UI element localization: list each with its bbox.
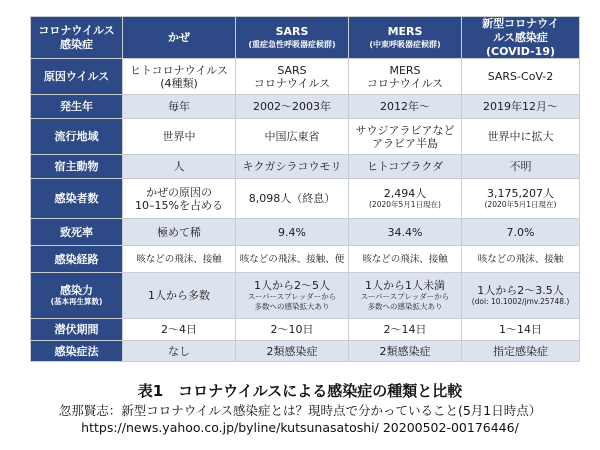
cell-value: 2〜14日	[383, 323, 427, 336]
table-cell	[349, 95, 462, 119]
row-label	[31, 59, 123, 95]
table-cell	[123, 155, 236, 179]
table-cell	[462, 95, 580, 119]
header-subtitle: (重症急性呼吸器症候群)	[248, 40, 336, 49]
table-cell	[462, 59, 580, 95]
row-label	[31, 155, 123, 179]
header-subtitle: (COVID-19)	[486, 45, 555, 58]
table-cell	[236, 119, 349, 155]
header-col-sars	[236, 17, 349, 59]
row-label-text: 感染力	[60, 284, 93, 297]
header-col-mers	[349, 17, 462, 59]
cell-value: ヒトコロナウイルス (4種類)	[130, 63, 228, 90]
cell-value: 2012年〜	[380, 100, 430, 113]
cell-value: 1人から多数	[148, 289, 210, 302]
table-row	[31, 341, 580, 362]
table-row	[31, 273, 580, 319]
cell-value: 8,098人（終息）	[248, 192, 336, 205]
table-cell	[123, 95, 236, 119]
row-label	[31, 246, 123, 273]
table-cell	[236, 273, 349, 319]
cell-value: 毎年	[168, 100, 190, 113]
row-label-text: 感染症法	[54, 344, 99, 358]
cell-value: 2019年12月〜	[483, 100, 558, 113]
table-cell	[462, 155, 580, 179]
cell-value: かぜの原因の 10–15%を占める	[135, 185, 223, 212]
table-cell	[236, 219, 349, 246]
cell-value: 9.4%	[278, 225, 306, 239]
table-cell	[349, 155, 462, 179]
row-label-text: 潜伏期間	[54, 323, 99, 336]
cell-value: サウジアラビアなど アラビア半島	[355, 123, 455, 150]
header-col-covid19	[462, 17, 580, 59]
cell-value: 中国広東省	[264, 130, 320, 143]
table-cell	[349, 273, 462, 319]
table-caption-title: 表1 コロナウイルスによる感染症の種類と比較	[137, 382, 463, 400]
table-row	[31, 319, 580, 341]
cell-value: 2類感染症	[266, 344, 318, 358]
table-body	[31, 59, 580, 362]
cell-note: (2020年5月1日現在)	[484, 200, 557, 209]
row-label	[31, 319, 123, 341]
header-title: MERS	[387, 25, 423, 38]
cell-value: 3,175,207人	[487, 187, 554, 200]
cell-note: (2020年5月1日現在)	[369, 200, 441, 209]
cell-value: ヒトコブラクダ	[366, 160, 444, 173]
table-cell	[236, 341, 349, 362]
table-row	[31, 95, 580, 119]
cell-note: スーパースプレッダーから 多数への感染拡大あり	[360, 292, 450, 311]
table-cell	[462, 273, 580, 319]
row-label	[31, 95, 123, 119]
coronavirus-comparison-table	[30, 16, 580, 362]
cell-value: 34.4%	[387, 225, 423, 239]
table-cell	[349, 179, 462, 219]
header-title: 新型コロナウイルス感染症	[482, 17, 559, 44]
table-cell	[236, 59, 349, 95]
cell-value: 2002〜2003年	[253, 100, 331, 113]
table-row	[31, 219, 580, 246]
table-cell	[349, 219, 462, 246]
cell-value: 2〜10日	[270, 323, 314, 336]
table-cell	[236, 246, 349, 273]
row-label	[31, 119, 123, 155]
cell-value: MERS コロナウイルス	[366, 63, 444, 90]
table-cell	[349, 319, 462, 341]
table-cell	[123, 273, 236, 319]
cell-value: 2類感染症	[379, 344, 431, 358]
cell-value: 世界中	[162, 130, 196, 143]
table-row	[31, 155, 580, 179]
table-cell	[123, 319, 236, 341]
table-cell	[349, 59, 462, 95]
row-label-text: 原因ウイルス	[43, 70, 110, 83]
cell-value: 咳などの飛沫、接触、便	[239, 253, 345, 265]
table-cell	[462, 179, 580, 219]
table-cell	[462, 246, 580, 273]
cell-note: スーパースプレッダーから 多数への感染拡大あり	[247, 292, 337, 311]
comparison-table-container	[30, 16, 579, 362]
row-label-text: 感染者数	[54, 192, 99, 205]
cell-value: SARS コロナウイルス	[253, 63, 331, 90]
row-label-text: 感染経路	[54, 252, 99, 266]
row-label	[31, 273, 123, 319]
table-cell	[236, 155, 349, 179]
cell-value: 世界中に拡大	[487, 130, 554, 143]
cell-value: 咳などの飛沫、接触	[362, 253, 448, 265]
cell-value: 極めて稀	[157, 225, 201, 239]
table-cell	[236, 95, 349, 119]
cell-value: 2,494人	[383, 187, 427, 200]
table-cell	[349, 341, 462, 362]
cell-value: なし	[168, 344, 190, 358]
cell-value: 1人から2〜5人	[254, 279, 330, 292]
header-title: SARS	[275, 25, 309, 38]
cell-value: 指定感染症	[493, 344, 548, 358]
table-cell	[462, 341, 580, 362]
cell-value: 1人から1人未満	[365, 279, 445, 292]
header-col-cold	[123, 17, 236, 59]
row-label	[31, 179, 123, 219]
table-row	[31, 59, 580, 95]
table-cell	[236, 319, 349, 341]
cell-value: 咳などの飛沫、接触	[136, 253, 222, 265]
table-cell	[123, 341, 236, 362]
table-cell	[462, 319, 580, 341]
table-row	[31, 246, 580, 273]
corner-line-1: コロナウイルス	[38, 23, 115, 37]
table-cell	[123, 179, 236, 219]
cell-note: (doi: 10.1002/jmv.25748.)	[471, 297, 570, 306]
row-label-text: 発生年	[60, 100, 93, 113]
cell-value: 2〜4日	[161, 323, 197, 336]
table-cell	[236, 179, 349, 219]
table-cell	[349, 119, 462, 155]
cell-value: 人	[173, 160, 185, 173]
header-title: かぜ	[168, 30, 190, 44]
cell-value: 咳などの飛沫、接触	[477, 253, 564, 265]
row-label-text: 宿主動物	[54, 160, 99, 173]
table-cell	[123, 119, 236, 155]
row-label-text: 流行地域	[54, 130, 99, 143]
table-header-row	[31, 17, 580, 59]
table-cell	[462, 119, 580, 155]
header-corner	[31, 17, 123, 59]
corner-line-2: 感染症	[60, 37, 93, 51]
row-label-subtext: (基本再生算数)	[50, 297, 103, 306]
table-row	[31, 119, 580, 155]
cell-value: キクガシラコウモリ	[242, 160, 342, 173]
table-caption-url: https://news.yahoo.co.jp/byline/kutsunasatoshi/ 20200502-00176446/	[81, 420, 519, 435]
table-caption-source: 忽那賢志：新型コロナウイルス感染症とは？現時点で分かっていること(5月1日時点）	[58, 403, 542, 418]
table-row	[31, 179, 580, 219]
table-cell	[349, 246, 462, 273]
row-label-text: 致死率	[60, 225, 93, 239]
header-subtitle: (中東呼吸器症候群)	[369, 40, 441, 49]
row-label	[31, 219, 123, 246]
cell-value: 7.0%	[506, 225, 535, 239]
table-cell	[123, 246, 236, 273]
cell-value: 1人から2〜3.5人	[477, 284, 564, 297]
table-cell	[123, 59, 236, 95]
table-cell	[462, 219, 580, 246]
cell-value: SARS-CoV-2	[487, 70, 554, 83]
cell-value: 1〜14日	[499, 323, 542, 336]
row-label	[31, 341, 123, 362]
table-cell	[123, 219, 236, 246]
cell-value: 不明	[509, 160, 532, 173]
